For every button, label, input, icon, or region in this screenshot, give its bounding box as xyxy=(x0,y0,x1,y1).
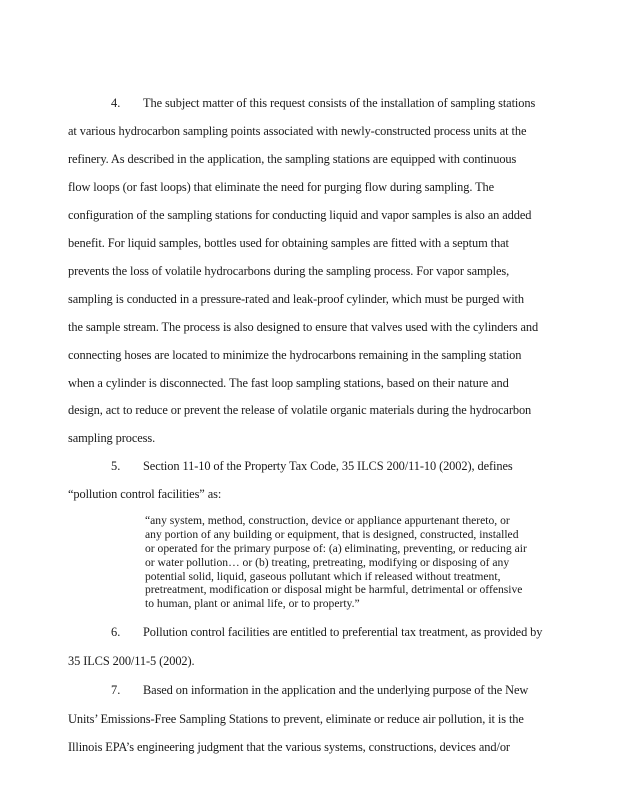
quote-line: pretreatment, modification or disposal might be harmful, detrimental or offensive xyxy=(145,583,523,597)
definition-quote xyxy=(145,514,545,611)
paragraph-4-line: benefit. For liquid samples, bottles used for obtaining samples are fitted with a septum that xyxy=(68,236,509,250)
paragraph-4-line: connecting hoses are located to minimize the hydrocarbons remaining in the sampling station xyxy=(68,348,522,362)
paragraph-7-line: Units’ Emissions-Free Sampling Stations to prevent, eliminate or reduce air pollution, it is the xyxy=(68,712,524,726)
paragraph-4-line: design, act to reduce or prevent the release of volatile organic materials during the hydrocarbon xyxy=(68,403,532,417)
paragraph-4-line: flow loops (or fast loops) that eliminate the need for purging flow during sampling. The xyxy=(68,180,495,194)
paragraph-5-number: 5. xyxy=(111,459,121,473)
paragraph-4-line: refinery. As described in the application, the sampling stations are equipped with continuous xyxy=(68,152,517,166)
paragraph-5-line: “pollution control facilities” as: xyxy=(68,487,222,501)
paragraph-4-line: at various hydrocarbon sampling points associated with newly-constructed process units at the xyxy=(68,124,527,138)
quote-line: “any system, method, construction, device or appliance appurtenant thereto, or xyxy=(145,514,510,527)
paragraph-6-number: 6. xyxy=(111,625,121,639)
paragraph-4-line: The subject matter of this request consists of the installation of sampling stations xyxy=(143,96,536,110)
paragraph-6-line: 35 ILCS 200/11-5 (2002). xyxy=(68,654,195,668)
quote-line: potential solid, liquid, gaseous pollutant which if released without treatment, xyxy=(145,569,501,583)
quote-line: to human, plant or animal life, or to property.” xyxy=(145,597,360,611)
paragraph-4-line: sampling is conducted in a pressure-rated and leak-proof cylinder, which must be purged with xyxy=(68,292,524,306)
paragraph-4-number: 4. xyxy=(111,96,121,110)
paragraph-5-line: Section 11-10 of the Property Tax Code, 35 ILCS 200/11-10 (2002), defines xyxy=(143,459,513,473)
quote-line: any portion of any building or equipment, that is designed, constructed, installed xyxy=(145,527,519,541)
paragraph-4-line: configuration of the sampling stations for conducting liquid and vapor samples is also an added xyxy=(68,208,532,222)
paragraph-4-line: the sample stream. The process is also designed to ensure that valves used with the cylinders and xyxy=(68,320,539,334)
quote-line: or water pollution… or (b) treating, pretreating, modifying or disposing of any xyxy=(145,555,510,569)
paragraph-7-line: Based on information in the application and the underlying purpose of the New xyxy=(143,683,529,697)
paragraph-7-number: 7. xyxy=(111,683,121,697)
paragraph-6-line: Pollution control facilities are entitled to preferential tax treatment, as provided by xyxy=(143,625,543,639)
paragraph-4-line: prevents the loss of volatile hydrocarbons during the sampling process. For vapor samples, xyxy=(68,264,510,278)
paragraph-7-line: Illinois EPA’s engineering judgment that the various systems, constructions, devices and/or xyxy=(68,740,510,754)
quote-line: or operated for the primary purpose of: (a) eliminating, preventing, or reducing air xyxy=(145,541,527,555)
paragraph-4-line: sampling process. xyxy=(68,431,156,445)
paragraph-4-line: when a cylinder is disconnected. The fast loop sampling stations, based on their nature and xyxy=(68,376,509,390)
